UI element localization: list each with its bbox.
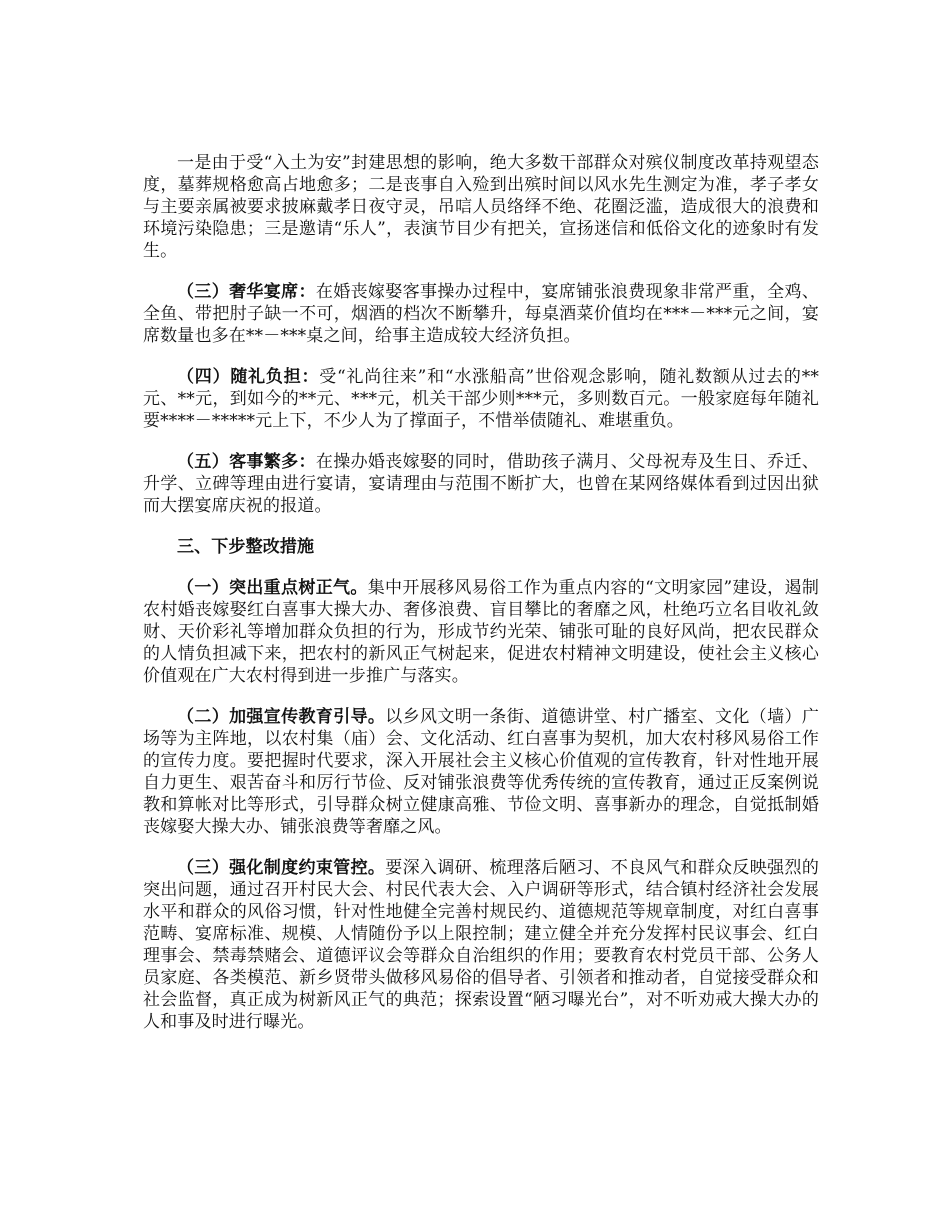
paragraph-lead: （三）强化制度约束管控。: [177, 858, 386, 878]
paragraph-lead: （三）奢华宴席：: [177, 282, 316, 302]
paragraph-gift-burden: [143, 366, 819, 432]
section-heading: 三、下步整改措施: [177, 537, 315, 557]
paragraph-body: 在操办婚丧嫁娶的同时，借助孩子满月、父母祝寿及生日、乔迁、升学、立碑等理由进行宴请，宴请理由与范围不断扩大，也曾在某网络媒体看到过因出狱而大摆宴席庆祝的报道。: [143, 452, 819, 516]
paragraph-lead: （五）客事繁多：: [177, 452, 316, 472]
paragraph-body: 受“礼尚往来”和“水涨船高”世俗观念影响，随礼数额从过去的**元、**元，到如今的**元、***元，机关干部少则***元，多则数百元。一般家庭每年随礼要****－*****元上下，不少人为了撑面子，不惜举债随礼、难堪重负。: [143, 367, 819, 431]
paragraph-body: 以乡风文明一条街、道德讲堂、村广播室、文化（墙）广场等为主阵地，以农村集（庙）会、文化活动、红白喜事为契机，加大农村移风易俗工作的宣传力度。要把握时代要求，深入开展社会主义核心价值观的宣传教育，针对性地开展自力更生、艰苦奋斗和厉行节俭、反对铺张浪费等优秀传统的宣传教育，通过正反案例说教和算帐对比等形式，引导群众树立健康高雅、节俭文明、喜事新办的理念，自觉抵制婚丧嫁娶大操大办、铺张浪费等奢靡之风。: [143, 707, 819, 837]
paragraph-body: 集中开展移风易俗工作为重点内容的“文明家园”建设，遏制农村婚丧嫁娶红白喜事大操大办、奢侈浪费、盲目攀比的奢靡之风，杜绝巧立名目收礼敛财、天价彩礼等增加群众负担的行为，形成节约光荣、铺张可耻的良好风尚，把农民群众的人情负担减下来，把农村的新风正气树起来，促进农村精神文明建设，使社会主义核心价值观在广大农村得到进一步推广与落实。: [143, 578, 819, 686]
document-page: [143, 152, 819, 1052]
paragraph-lead: （二）加强宣传教育引导。: [177, 707, 386, 727]
paragraph-luxury-banquets: [143, 281, 819, 347]
paragraph-highlight-priorities: [143, 577, 819, 687]
paragraph-publicity-education: [143, 706, 819, 838]
paragraph-lead: （四）随礼负担：: [177, 367, 320, 387]
paragraph-body: 一是由于受“入土为安”封建思想的影响，绝大多数干部群众对殡仪制度改革持观望态度，墓葬规格愈高占地愈多；二是丧事自入殓到出殡时间以风水先生测定为准，孝子孝女与主要亲属被要求披麻戴孝日夜守灵，吊唁人员络绎不绝、花圈泛滥，造成很大的浪费和环境污染隐患；三是邀请“乐人”，表演节目少有把关，宣扬迷信和低俗文化的迹象时有发生。: [143, 153, 819, 261]
paragraph-frequent-events: [143, 451, 819, 517]
paragraph-institutional-control: [143, 857, 819, 1033]
paragraph-funeral-customs: [143, 152, 819, 262]
paragraph-body: 要深入调研、梳理落后陋习、不良风气和群众反映强烈的突出问题，通过召开村民大会、村民代表大会、入户调研等形式，结合镇村经济社会发展水平和群众的风俗习惯，针对性地健全完善村规民约、道德规范等规章制度，对红白喜事范畴、宴席标准、规模、人情随份予以上限控制；建立健全并充分发挥村民议事会、红白理事会、禁毒禁赌会、道德评议会等群众自治组织的作用；要教育农村党员干部、公务人员家庭、各类模范、新乡贤带头做移风易俗的倡导者、引领者和推动者，自觉接受群众和社会监督，真正成为树新风正气的典范；探索设置“陋习曝光台”，对不听劝戒大操大办的人和事及时进行曝光。: [143, 858, 819, 1032]
paragraph-body: 在婚丧嫁娶客事操办过程中，宴席铺张浪费现象非常严重，全鸡、全鱼、带把肘子缺一不可，烟酒的档次不断攀升，每桌酒菜价值均在***－***元之间，宴席数量也多在**－***桌之间，给事主造成较大经济负担。: [143, 282, 819, 346]
paragraph-lead: （一）突出重点树正气。: [177, 578, 368, 598]
